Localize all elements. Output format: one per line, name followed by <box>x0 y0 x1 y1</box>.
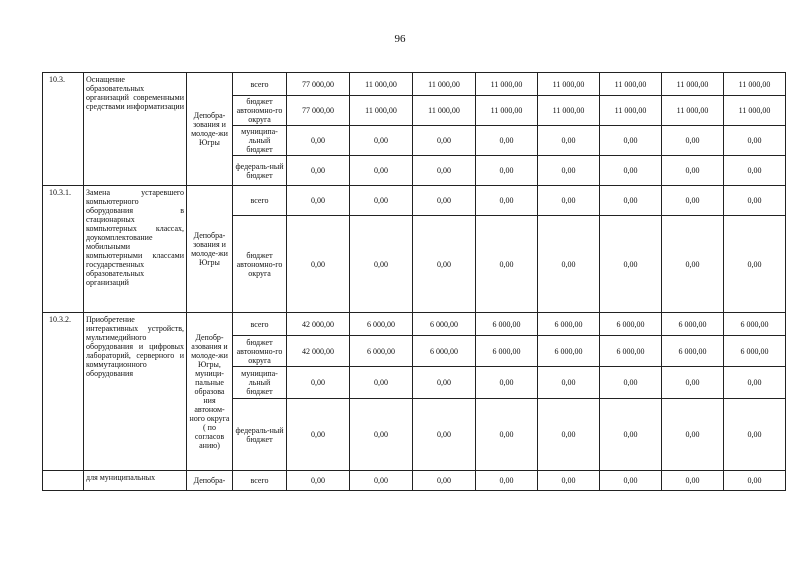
amount-cell: 0,00 <box>476 399 538 471</box>
amount-cell: 11 000,00 <box>413 96 476 126</box>
table-row <box>43 73 786 96</box>
item-name: Замена устаревшего компьютерного оборудования в стационарных компьютерных классах, доукомплектование мобильными компьютерными классами государственных образовательных организаций <box>84 186 187 313</box>
funding-source: всего <box>233 313 287 336</box>
amount-cell: 0,00 <box>350 471 413 491</box>
table-row <box>43 471 786 491</box>
amount-cell: 0,00 <box>476 216 538 313</box>
amount-cell: 0,00 <box>538 156 600 186</box>
amount-cell: 0,00 <box>538 471 600 491</box>
funding-source: муниципа-льный бюджет <box>233 367 287 399</box>
funding-source: муниципа-льный бюджет <box>233 126 287 156</box>
amount-cell: 11 000,00 <box>724 73 786 96</box>
funding-source: федераль-ный бюджет <box>233 156 287 186</box>
amount-cell: 0,00 <box>600 367 662 399</box>
amount-cell: 0,00 <box>600 399 662 471</box>
amount-cell: 42 000,00 <box>287 336 350 367</box>
amount-cell: 11 000,00 <box>662 73 724 96</box>
funding-source: бюджет автономно-го округа <box>233 336 287 367</box>
amount-cell: 0,00 <box>538 216 600 313</box>
amount-cell: 11 000,00 <box>413 73 476 96</box>
funding-source: всего <box>233 471 287 491</box>
amount-cell: 0,00 <box>287 367 350 399</box>
amount-cell: 0,00 <box>476 126 538 156</box>
amount-cell: 6 000,00 <box>350 336 413 367</box>
amount-cell: 0,00 <box>287 399 350 471</box>
amount-cell: 0,00 <box>662 216 724 313</box>
amount-cell: 6 000,00 <box>538 313 600 336</box>
amount-cell: 11 000,00 <box>476 73 538 96</box>
amount-cell: 0,00 <box>724 471 786 491</box>
amount-cell: 0,00 <box>600 126 662 156</box>
page-number: 96 <box>394 33 406 45</box>
amount-cell: 6 000,00 <box>724 313 786 336</box>
amount-cell: 0,00 <box>287 156 350 186</box>
budget-table <box>42 72 786 491</box>
amount-cell: 0,00 <box>662 186 724 216</box>
amount-cell: 0,00 <box>350 399 413 471</box>
amount-cell: 0,00 <box>724 126 786 156</box>
item-number <box>43 471 84 491</box>
amount-cell: 11 000,00 <box>600 73 662 96</box>
amount-cell: 0,00 <box>287 471 350 491</box>
amount-cell: 0,00 <box>600 471 662 491</box>
amount-cell: 0,00 <box>476 186 538 216</box>
amount-cell: 0,00 <box>662 156 724 186</box>
item-number: 10.3.1. <box>43 186 84 313</box>
amount-cell: 6 000,00 <box>662 336 724 367</box>
amount-cell: 0,00 <box>538 126 600 156</box>
amount-cell: 0,00 <box>600 186 662 216</box>
amount-cell: 6 000,00 <box>600 313 662 336</box>
amount-cell: 11 000,00 <box>350 73 413 96</box>
amount-cell: 0,00 <box>662 367 724 399</box>
amount-cell: 6 000,00 <box>724 336 786 367</box>
item-executor: Депобра-зования и молоде-жи Югры <box>187 73 233 186</box>
amount-cell: 11 000,00 <box>350 96 413 126</box>
amount-cell: 0,00 <box>476 471 538 491</box>
amount-cell: 0,00 <box>413 186 476 216</box>
amount-cell: 0,00 <box>287 216 350 313</box>
amount-cell: 0,00 <box>476 367 538 399</box>
amount-cell: 0,00 <box>538 367 600 399</box>
amount-cell: 0,00 <box>600 156 662 186</box>
amount-cell: 0,00 <box>724 367 786 399</box>
funding-source: бюджет автономно-го округа <box>233 96 287 126</box>
amount-cell: 0,00 <box>600 216 662 313</box>
item-name: Приобретение интерактивных устройств, мультимедийного оборудования и цифровых лабораторий, серверного и коммутационного оборудования <box>84 313 187 471</box>
amount-cell: 11 000,00 <box>662 96 724 126</box>
amount-cell: 0,00 <box>413 367 476 399</box>
amount-cell: 0,00 <box>413 126 476 156</box>
amount-cell: 0,00 <box>413 399 476 471</box>
amount-cell: 0,00 <box>538 186 600 216</box>
amount-cell: 0,00 <box>350 126 413 156</box>
item-number: 10.3. <box>43 73 84 186</box>
amount-cell: 0,00 <box>413 471 476 491</box>
amount-cell: 42 000,00 <box>287 313 350 336</box>
amount-cell: 6 000,00 <box>476 336 538 367</box>
amount-cell: 0,00 <box>413 156 476 186</box>
amount-cell: 11 000,00 <box>476 96 538 126</box>
amount-cell: 11 000,00 <box>600 96 662 126</box>
amount-cell: 0,00 <box>413 216 476 313</box>
item-executor: Депобр-азования и молоде-жи Югры, муници-пальные образова ния автоном-ного округа ( по согласов анию) <box>187 313 233 471</box>
amount-cell: 6 000,00 <box>413 336 476 367</box>
amount-cell: 6 000,00 <box>538 336 600 367</box>
amount-cell: 11 000,00 <box>724 96 786 126</box>
amount-cell: 6 000,00 <box>413 313 476 336</box>
funding-source: бюджет автономно-го округа <box>233 216 287 313</box>
funding-source: всего <box>233 73 287 96</box>
amount-cell: 6 000,00 <box>600 336 662 367</box>
amount-cell: 0,00 <box>476 156 538 186</box>
amount-cell: 0,00 <box>538 399 600 471</box>
funding-source: всего <box>233 186 287 216</box>
amount-cell: 11 000,00 <box>538 96 600 126</box>
amount-cell: 0,00 <box>724 216 786 313</box>
amount-cell: 0,00 <box>662 126 724 156</box>
item-number: 10.3.2. <box>43 313 84 471</box>
funding-source: федераль-ный бюджет <box>233 399 287 471</box>
amount-cell: 0,00 <box>350 367 413 399</box>
amount-cell: 6 000,00 <box>662 313 724 336</box>
amount-cell: 0,00 <box>287 186 350 216</box>
amount-cell: 0,00 <box>662 471 724 491</box>
amount-cell: 6 000,00 <box>476 313 538 336</box>
amount-cell: 0,00 <box>350 156 413 186</box>
item-executor: Депобра-зования и молоде-жи Югры <box>187 186 233 313</box>
amount-cell: 0,00 <box>724 156 786 186</box>
table-row <box>43 186 786 216</box>
table-row <box>43 313 786 336</box>
amount-cell: 0,00 <box>350 216 413 313</box>
item-name: Оснащение образовательных организаций современными средствами информатизации <box>84 73 187 186</box>
amount-cell: 77 000,00 <box>287 73 350 96</box>
amount-cell: 0,00 <box>350 186 413 216</box>
item-executor: Депобра- <box>187 471 233 491</box>
amount-cell: 0,00 <box>287 126 350 156</box>
amount-cell: 0,00 <box>724 186 786 216</box>
item-name: для муниципальных <box>84 471 187 491</box>
amount-cell: 77 000,00 <box>287 96 350 126</box>
amount-cell: 0,00 <box>724 399 786 471</box>
amount-cell: 6 000,00 <box>350 313 413 336</box>
amount-cell: 11 000,00 <box>538 73 600 96</box>
amount-cell: 0,00 <box>662 399 724 471</box>
